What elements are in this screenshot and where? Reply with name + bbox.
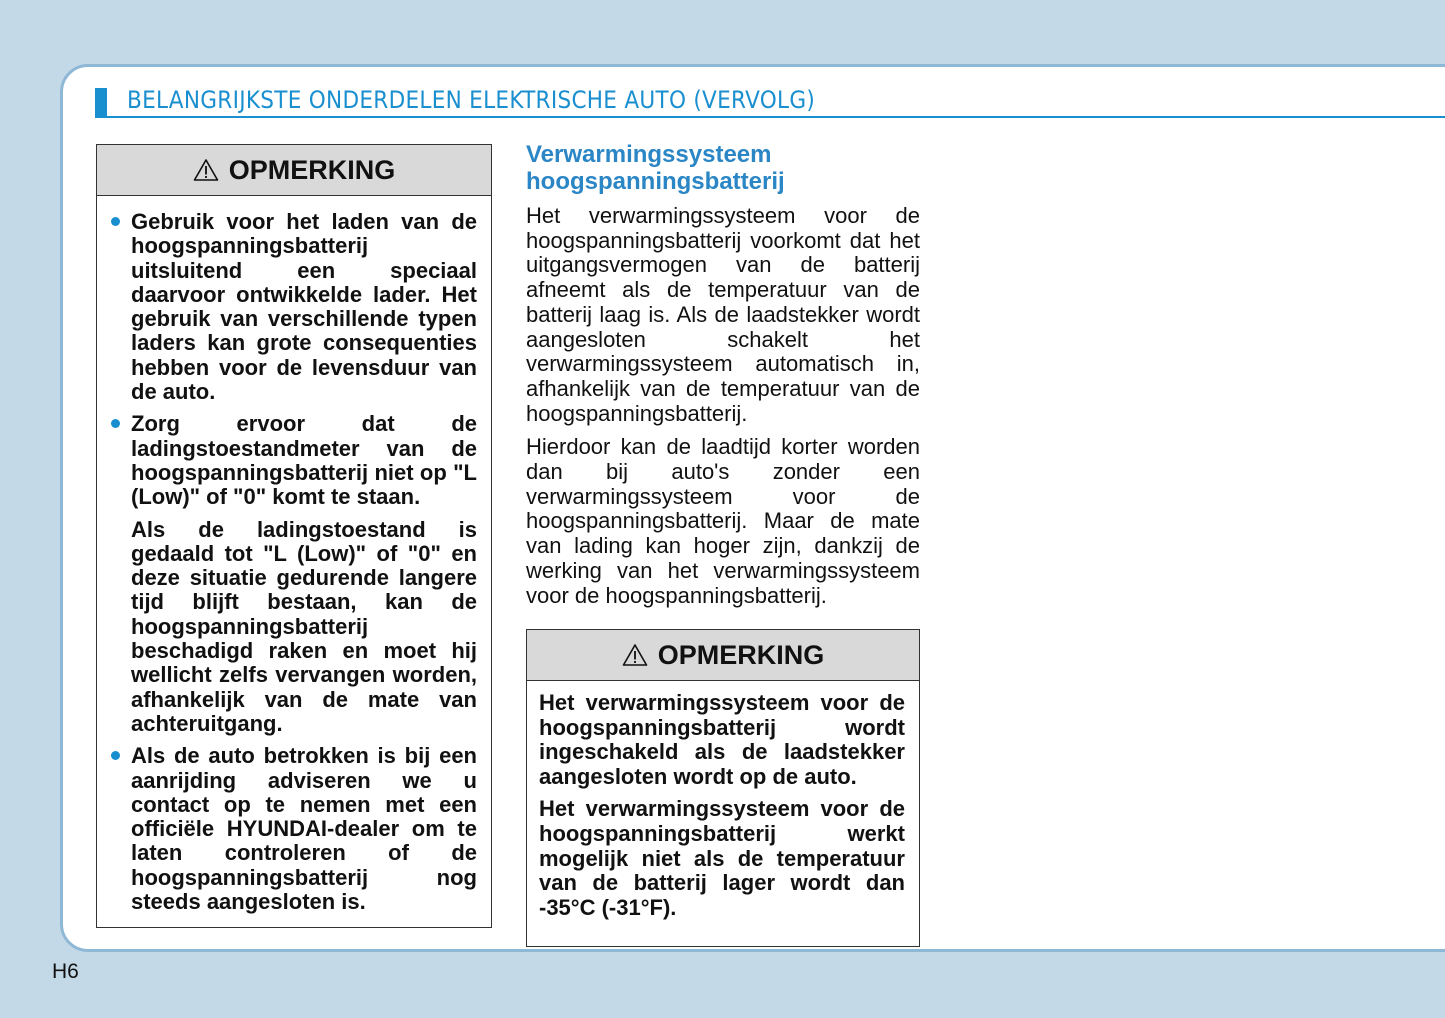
section-body <box>526 204 920 617</box>
page-title: BELANGRIJKSTE ONDERDELEN ELEKTRISCHE AUTO (VERVOLG) <box>127 86 816 114</box>
note-header <box>527 630 919 681</box>
note-label: OPMERKING <box>228 154 396 185</box>
title-accent-mark <box>95 88 107 116</box>
note-item-text: Zorg ervoor dat de ladingstoestandmeter van de hoogspanningsbatterij niet op "L (Low)" of "0" komt te staan. <box>131 411 477 510</box>
note-item: Als de auto betrokken is bij een aanrijding adviseren we u contact op te nemen met een officiële HYUNDAI-dealer om te laten controleren of de hoogspanningsbatterij nog steeds aangesloten is. <box>131 743 477 915</box>
page-number: H6 <box>52 960 79 983</box>
body-paragraph: Hierdoor kan de laadtijd korter worden dan bij auto's zonder een verwarmingssysteem voor de hoogspanningsbatterij. Maar de mate van lading kan hoger zijn, dankzij de werking van het verwarmingssysteem voor de hoogspanningsbatterij. <box>526 434 920 608</box>
note-list <box>97 196 491 914</box>
note-box-right <box>526 629 920 947</box>
note-header <box>97 145 491 196</box>
note-label: OPMERKING <box>657 639 825 670</box>
note-paragraph: Het verwarmingssysteem voor de hoogspanningsbatterij wordt ingeschakeld als de laadstekker aangesloten wordt op de auto. <box>539 690 905 789</box>
warning-triangle-icon <box>193 158 219 182</box>
body-paragraph: Het verwarmingssysteem voor de hoogspanningsbatterij voorkomt dat het uitgangsvermogen van de batterij afneemt als de temperatuur van de batterij laag is. Als de laadstekker wordt aangesloten schakelt het verwarmingssysteem automatisch in, afhankelijk van de temperatuur van de hoogspanningsbatterij. <box>526 203 920 426</box>
note-body <box>527 681 919 920</box>
note-paragraph: Het verwarmingssysteem voor de hoogspanningsbatterij werkt mogelijk niet als de temperatuur van de batterij lager wordt dan -35°C (-31°F). <box>539 796 905 920</box>
warning-triangle-icon <box>622 643 648 667</box>
note-item <box>131 412 477 736</box>
section-heading-line2: hoogspanningsbatterij <box>526 168 785 195</box>
section-heading <box>526 141 926 195</box>
note-box-left <box>96 144 492 928</box>
note-item: Gebruik voor het laden van de hoogspanningsbatterij uitsluitend een speciaal daarvoor ontwikkelde lader. Het gebruik van verschillende typen laders kan grote consequenties hebben voor de levensduur van de auto. <box>131 209 477 405</box>
section-heading-line1: Verwarmingssysteem <box>526 141 772 168</box>
note-item-continuation: Als de ladingstoestand is gedaald tot "L (Low)" of "0" en deze situatie gedurende langere tijd blijft bestaan, kan de hoogspanningsbatterij beschadigd raken en moet hij wellicht zelfs vervangen worden, afhankelijk van de mate van achteruitgang. <box>131 516 477 736</box>
section-title-bar <box>95 86 1445 118</box>
